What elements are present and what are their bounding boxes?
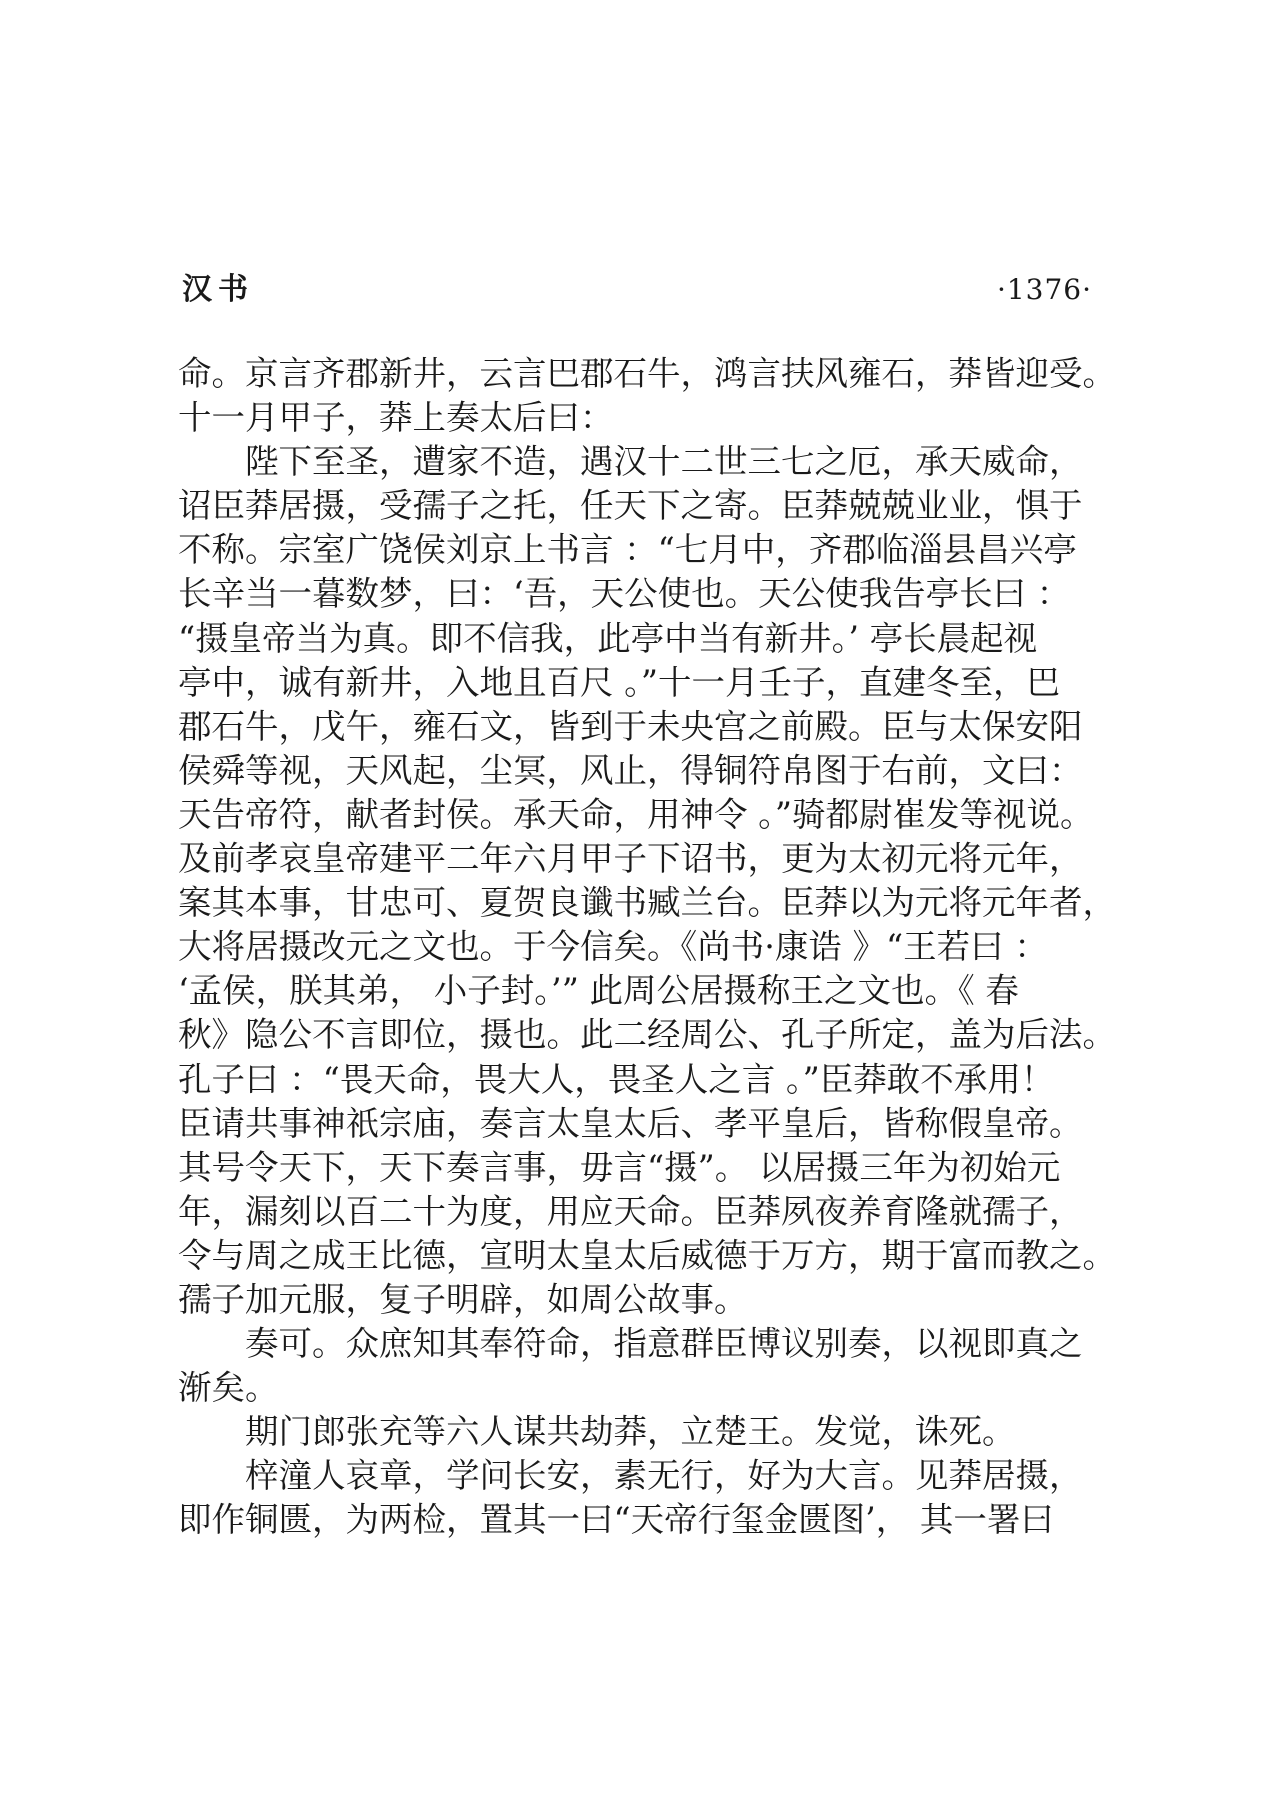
text-line: 侯舜等视，天风起，尘冥，风止，得铜符帛图于右前，文曰： bbox=[178, 750, 1083, 790]
text-line: 不称。宗室广饶侯刘京上书言 ：“七月中，齐郡临淄县昌兴亭 bbox=[178, 530, 1077, 570]
text-line: “摄皇帝当为真。即不信我，此亭中当有新井。’ 亭长晨起视 bbox=[178, 618, 1038, 658]
text-line: 长辛当一暮数梦，曰：‘吾，天公使也。天公使我告亭长曰 ： bbox=[178, 574, 1071, 614]
text-line: 孔子曰 ：“畏天命，畏大人，畏圣人之言 。”臣莽敢不承用！ bbox=[178, 1059, 1055, 1099]
text-line: 令与周之成王比德，宣明太皇太后威德于万方，期于富而教之。 bbox=[178, 1235, 1116, 1275]
text-line: 诏臣莽居摄，受孺子之托，任天下之寄。臣莽兢兢业业，惧于 bbox=[178, 486, 1083, 526]
text-line: 渐矣。 bbox=[178, 1368, 279, 1408]
text-line: 臣请共事神祇宗庙，奏言太皇太后、孝平皇后，皆称假皇帝。 bbox=[178, 1103, 1083, 1143]
text-line: 孺子加元服，复子明辟，如周公故事。 bbox=[178, 1279, 748, 1319]
text-line: 及前孝哀皇帝建平二年六月甲子下诏书，更为太初元将元年， bbox=[178, 839, 1083, 879]
text-line: 秋》隐公不言即位，摄也。此二经周公、孔子所定，盖为后法。 bbox=[178, 1015, 1116, 1055]
text-line: 案其本事，甘忠可、夏贺良谶书臧兰台。臣莽以为元将元年者， bbox=[178, 883, 1116, 923]
text-line: 亭中，诚有新井，入地且百尺 。”十一月壬子，直建冬至，巴 bbox=[178, 662, 1061, 702]
page-header bbox=[182, 268, 1092, 312]
text-line: 年，漏刻以百二十为度，用应天命。臣莽夙夜养育隆就孺子， bbox=[178, 1191, 1083, 1231]
text-line: 陛下至圣，遭家不造，遇汉十二世三七之厄，承天威命， bbox=[178, 442, 1083, 482]
text-line: 天告帝符，献者封侯。承天命，用神令 。”骑都尉崔发等视说。 bbox=[178, 794, 1094, 834]
text-line: 奏可。众庶知其奉符命，指意群臣博议别奏，以视即真之 bbox=[178, 1324, 1083, 1364]
text-line: 郡石牛，戊午，雍石文，皆到于未央宫之前殿。臣与太保安阳 bbox=[178, 706, 1083, 746]
body-text bbox=[178, 352, 1116, 1543]
page-number: ·1376· bbox=[996, 273, 1092, 306]
text-line: 梓潼人哀章，学问长安，素无行，好为大言。见莽居摄， bbox=[178, 1456, 1083, 1496]
text-line: 即作铜匮，为两检，置其一曰“天帝行玺金匮图’， 其一署曰 bbox=[178, 1500, 1054, 1540]
text-line: ‘孟侯，朕其弟， 小子封。’” 此周公居摄称王之文也。《 春 bbox=[178, 971, 1019, 1011]
book-title: 汉书 bbox=[182, 272, 254, 307]
text-line: 大将居摄改元之文也。于今信矣。《尚书·康诰 》“王若曰 ： bbox=[178, 927, 1048, 967]
text-line: 十一月甲子，莽上奏太后曰： bbox=[178, 398, 614, 438]
text-line: 命。京言齐郡新井，云言巴郡石牛，鸿言扶风雍石，莽皆迎受。 bbox=[178, 354, 1116, 393]
text-line: 其号令天下，天下奏言事，毋言“摄”。 以居摄三年为初始元 bbox=[178, 1147, 1061, 1187]
text-line: 期门郎张充等六人谋共劫莽，立楚王。发觉，诛死。 bbox=[178, 1412, 1016, 1452]
